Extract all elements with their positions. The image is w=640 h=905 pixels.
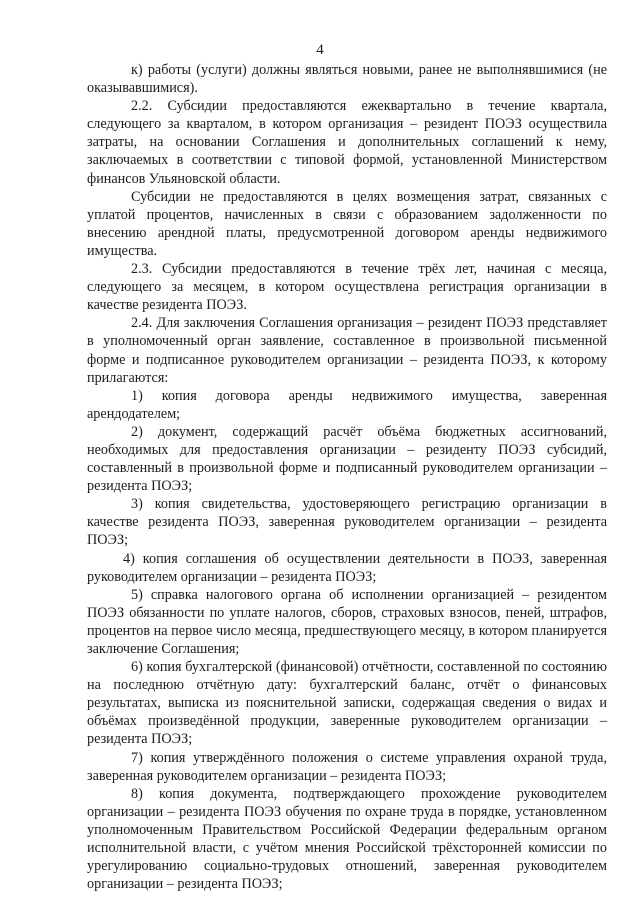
list-item-1: 1) копия договора аренды недвижимого имущества, заверенная арендодателем; — [87, 387, 607, 422]
paragraph-2-2: 2.2. Субсидии предоставляются ежеквартально в течение квартала, следующего за кварталом, в котором организация – резидент ПОЭЗ осуществила затраты, на основании Соглашения и дополнительных соглашений к нему, заключаемых в соответствии с типовой формой, установленной Министерством финансов Ульяновской области. — [87, 98, 607, 187]
list-item-6: 6) копия бухгалтерской (финансовой) отчётности, составленной по состоянию на последнюю отчётную дату: бухгалтерский баланс, отчёт о финансовых результатах, выписка из пояснительной записки, содержащая сведения о видах и объёмах произведённой продукции, заверенные руководителем организации – резидента ПОЭЗ; — [87, 659, 607, 748]
list-item-2: 2) документ, содержащий расчёт объёма бюджетных ассигнований, необходимых для предоставления организации – резиденту ПОЭЗ субсидий, составленный в произвольной форме и подписанный руководителем организации – резидента ПОЭЗ; — [87, 423, 607, 495]
list-item-3: 3) копия свидетельства, удостоверяющего регистрацию организации в качестве резидента ПОЭЗ, заверенная руководителем организации – резидента ПОЭЗ; — [87, 496, 607, 549]
list-item-4: 4) копия соглашения об осуществлении деятельности в ПОЭЗ, заверенная руководителем организации – резидента ПОЭЗ; — [87, 550, 607, 585]
document-body — [87, 61, 607, 893]
list-item-8: 8) копия документа, подтверждающего прохождение руководителем организации – резидента ПОЭЗ обучения по охране труда в порядке, установленном уполномоченным Правительством Российской Федерации федеральным органом исполнительной власти, с учётом мнения Российской трёхсторонней комиссии по урегулированию социально-трудовых отношений, заверенная руководителем организации – резидента ПОЭЗ; — [87, 785, 607, 893]
list-item-7: 7) копия утверждённого положения о системе управления охраной труда, заверенная руководителем организации – резидента ПОЭЗ; — [87, 749, 607, 784]
page-number: 4 — [316, 42, 324, 58]
paragraph-subsidy-exclusion: Субсидии не предоставляются в целях возмещения затрат, связанных с уплатой процентов, начисленных в связи с образованием задолженности по внесению арендной платы, предусмотренной договором аренды недвижимого имущества. — [87, 188, 607, 259]
paragraph-item-k: к) работы (услуги) должны являться новыми, ранее не выполнявшимися (не оказывавшимися). — [87, 62, 607, 97]
paragraph-2-4: 2.4. Для заключения Соглашения организация – резидент ПОЭЗ представляет в уполномоченный орган заявление, составленное в произвольной письменной форме и подписанное руководителем организации – резидента ПОЭЗ, к которому прилагаются: — [87, 315, 607, 386]
list-item-5: 5) справка налогового органа об исполнении организацией – резидентом ПОЭЗ обязанности по уплате налогов, сборов, страховых взносов, пеней, штрафов, процентов на первое число месяца, предшествующего месяцу, в котором планируется заключение Соглашения; — [87, 586, 607, 657]
paragraph-2-3: 2.3. Субсидии предоставляются в течение трёх лет, начиная с месяца, следующего за месяцем, в котором осуществлена регистрация организации в качестве резидента ПОЭЗ. — [87, 261, 607, 314]
